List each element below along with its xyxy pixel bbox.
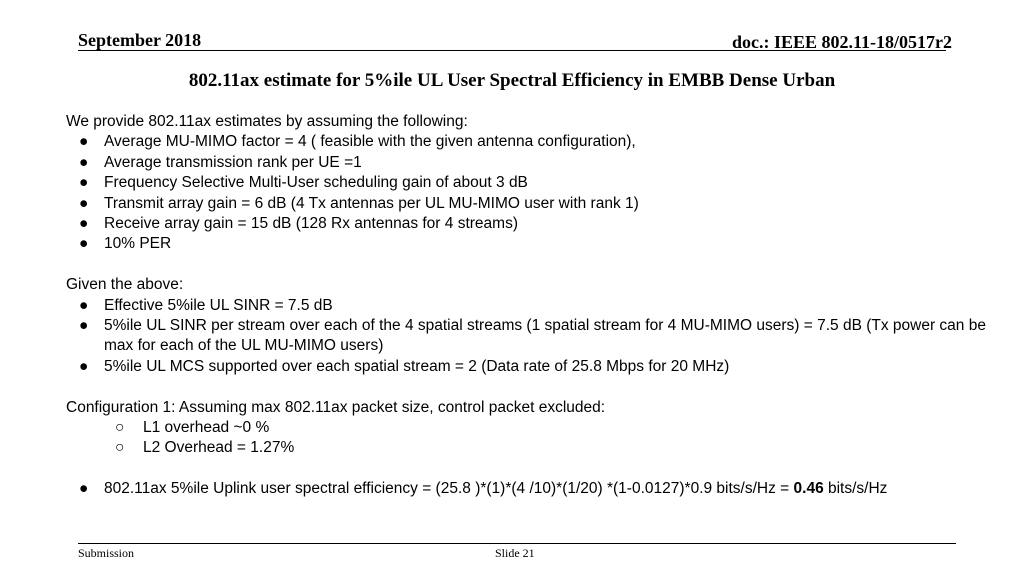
given-item: ● 5%ile UL MCS supported over each spatial stream = 2 (Data rate of 25.8 Mbps for 20 MHz) xyxy=(66,357,986,377)
slide-title: 802.11ax estimate for 5%ile UL User Spectral Efficiency in EMBB Dense Urban xyxy=(188,70,836,91)
footer-slide-number: Slide 21 xyxy=(495,546,535,560)
bullet-icon: ● xyxy=(79,357,89,375)
intro-text: We provide 802.11ax estimates by assuming the following: xyxy=(66,113,468,130)
header-date: September 2018 xyxy=(78,30,202,50)
spacer xyxy=(66,255,986,275)
given-item: ● 5%ile UL SINR per stream over each of the 4 spatial streams (1 spatial stream for 4 MU-MIMO users) = 7.5 dB (Tx power can be max for each of the UL MU-MIMO users) xyxy=(79,317,986,355)
bullet-icon: ● xyxy=(79,317,89,335)
assumption-item: ● Transmit array gain = 6 dB (4 Tx antennas per UL MU-MIMO user with rank 1) xyxy=(66,194,986,214)
assumption-item: ● 10% PER xyxy=(66,234,986,254)
circle-bullet-icon: ○ xyxy=(115,419,125,437)
assumption-item: ● Frequency Selective Multi-User scheduling gain of about 3 dB xyxy=(66,173,986,193)
footer-submission: Submission xyxy=(78,546,135,560)
spacer xyxy=(66,459,986,479)
bullet-icon: ● xyxy=(79,235,89,253)
circle-bullet-icon: ○ xyxy=(115,439,125,457)
result-value: 0.46 xyxy=(793,480,824,498)
bullet-icon: ● xyxy=(79,480,89,498)
config-item: ○ L2 Overhead = 1.27% xyxy=(66,438,986,458)
config-item: ○ L1 overhead ~0 % xyxy=(66,418,986,438)
given-heading: Given the above: xyxy=(66,276,184,294)
assumption-item: ● Receive array gain = 15 dB (128 Rx antennas for 4 streams) xyxy=(66,214,986,234)
bullet-icon: ● xyxy=(79,133,89,151)
header-rule xyxy=(78,50,946,51)
given-item: ● Effective 5%ile UL SINR = 7.5 dB xyxy=(66,296,986,316)
result-prefix: 802.11ax 5%ile Uplink user spectral efficiency = (25.8 )*(1)*(4 /10)*(1/20) *(1-0.0127)*0.9 bits/s/Hz = xyxy=(104,480,794,498)
assumption-item: ● Average MU-MIMO factor = 4 ( feasible with the given antenna configuration), xyxy=(66,132,986,152)
bullet-icon: ● xyxy=(79,215,89,233)
spacer xyxy=(66,377,986,397)
bullet-icon: ● xyxy=(79,153,89,171)
slide-body xyxy=(66,112,986,500)
assumption-item: ● Average transmission rank per UE =1 xyxy=(66,153,986,173)
footer-rule xyxy=(78,543,956,544)
bullet-icon: ● xyxy=(79,194,89,212)
header-doc-id: doc.: IEEE 802.11-18/0517r2 xyxy=(731,32,952,52)
result-suffix: bits/s/Hz xyxy=(823,480,888,498)
bullet-icon: ● xyxy=(79,174,89,192)
result-item xyxy=(66,479,986,499)
config-heading: Configuration 1: Assuming max 802.11ax packet size, control packet excluded: xyxy=(66,398,606,416)
bullet-icon: ● xyxy=(79,296,89,314)
